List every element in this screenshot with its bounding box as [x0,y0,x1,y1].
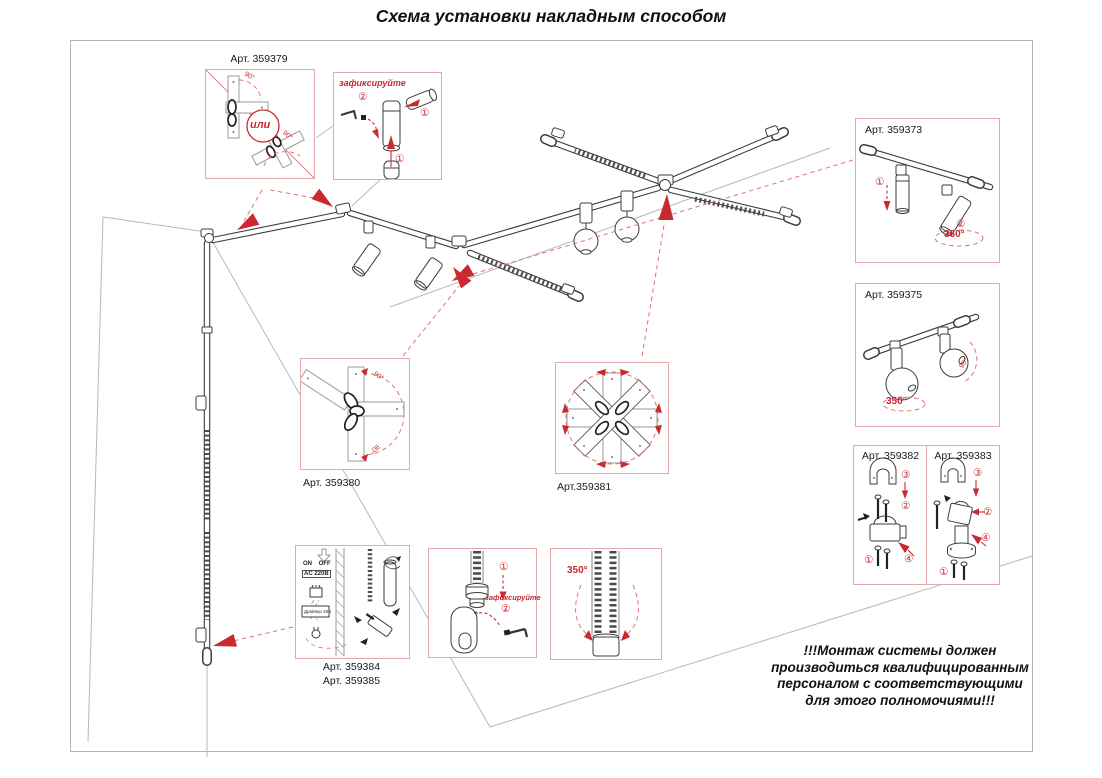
deg350-label-a: 350° [886,396,907,407]
label-art-359380: Арт. 359380 [303,477,361,489]
inset-box-359383 [926,445,1000,585]
inset-box-359384 [295,545,410,659]
ac220-label: AC 220В [304,571,329,577]
rotary-bracket-drawing [301,359,409,469]
label-art-359384: Арт. 359384 [322,661,381,673]
label-art-359381: Арт.359381 [557,481,612,493]
step1-382: ① [864,554,874,566]
deg90-380-b: 90° [367,442,381,455]
on-off-label: ON OFF [303,561,331,567]
page-title: Схема установки накладным способом [375,6,727,26]
step2-top: ② [358,91,368,103]
driver-label: Драйвер 48В [304,609,332,614]
fix-label-top: зафиксируйте [339,78,406,88]
or-label: или [250,119,271,131]
step3-383: ③ [973,467,983,479]
label-art-359383: Арт. 359383 [934,450,992,462]
label-art-359373: Арт. 359373 [865,124,923,136]
cross-bracket-drawing [556,363,668,473]
warning-line-4: для этого полномочиями!!! [805,692,995,708]
inset-box-359381 [555,362,669,474]
label-art-359379: Арт. 359379 [230,53,288,65]
fix-label-bottom: зафиксируйте [485,593,541,602]
end-cap-fixation-drawing [429,549,536,657]
ball-track-drawing [856,284,999,426]
step4-383: ④ [981,532,991,544]
deg90-label-a: 90° [242,70,256,83]
inset-box-359380 [300,358,410,470]
step1-top-b: ① [395,153,405,165]
step2-373: ② [956,218,966,230]
step2-383: ② [983,506,993,518]
deg90-label-b: 90° [280,129,294,142]
step1-top-a: ① [420,107,430,119]
label-art-359382: Арт. 359382 [861,450,920,462]
label-art-359385: Арт. 359385 [322,675,381,687]
label-art-359375: Арт. 359375 [865,289,923,301]
spotlight-fixtures [351,221,443,292]
step1-fix2: ① [499,561,509,573]
deg90-380-a: 90° [371,370,385,383]
step1-373: ① [875,176,885,188]
inset-box-359375 [855,283,1000,427]
deg90-label-c: 90° [958,357,971,370]
step4-382: ④ [904,553,914,565]
inset-box-359373 [855,118,1000,263]
step2-fix2: ② [501,603,511,615]
step2-382: ② [901,500,911,512]
warning-line-3: персоналом с соответствующими [777,676,1023,691]
installation-warning [757,643,1043,709]
warning-line-2: производиться квалифицированным [771,659,1029,675]
warning-line-1: !!!Монтаж системы должен [803,643,997,658]
spot-track-drawing [856,119,999,262]
deg350-label-b: 350° [567,565,588,576]
inset-box-rotation-350 [550,548,662,660]
fixation-detail-drawing [334,73,441,179]
inset-box-359379 [205,69,315,179]
step3-382: ③ [901,469,911,481]
inset-box-fixation-bottom [428,548,541,658]
step1-383: ① [939,566,949,578]
deg360-label: 360° [944,229,965,240]
inset-box-fixation-top [333,72,442,180]
inset-box-359382 [853,445,928,585]
